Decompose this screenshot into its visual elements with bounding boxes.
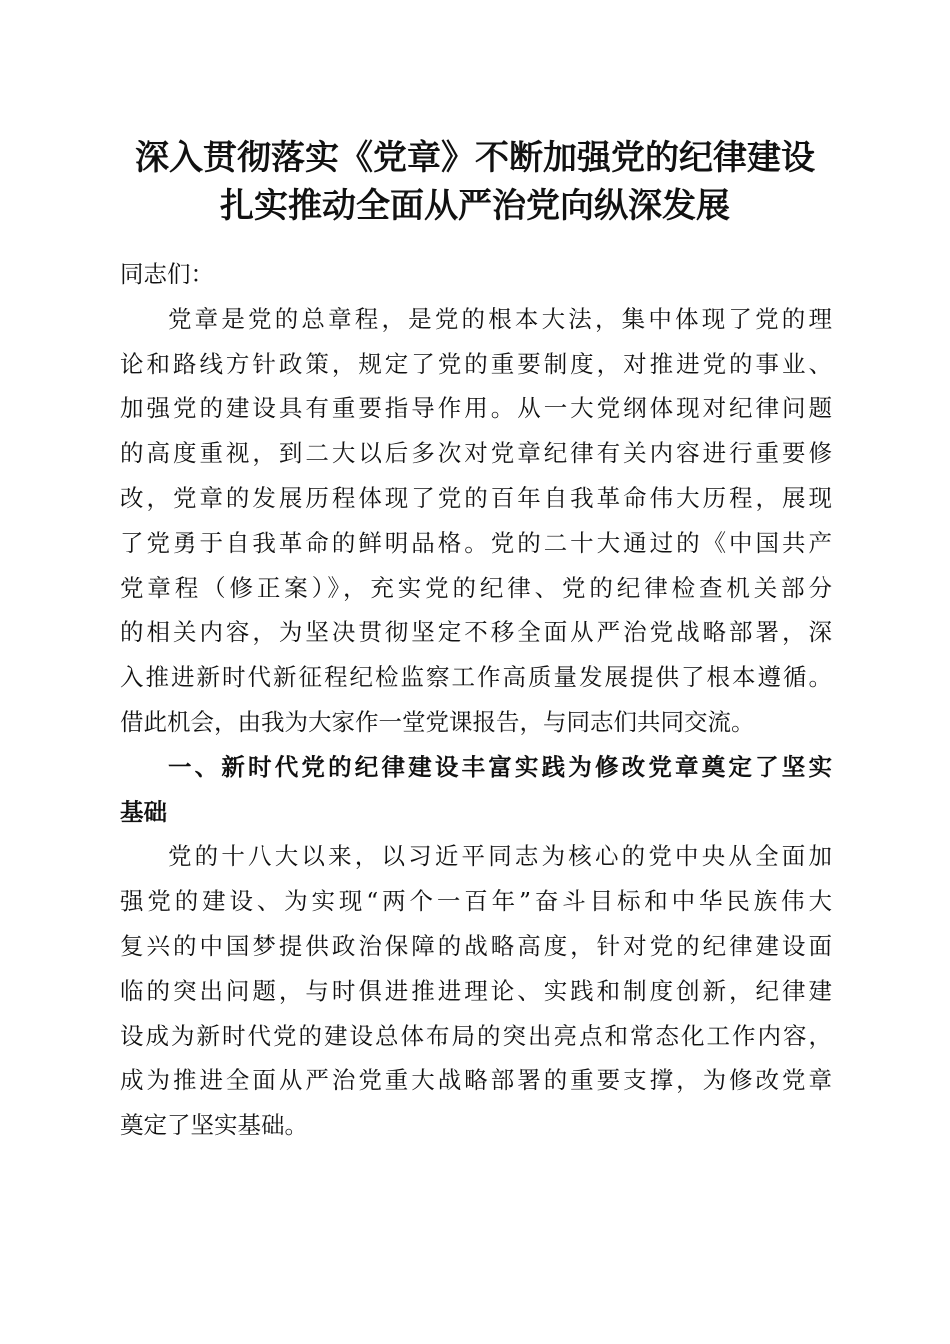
paragraph-2-line: 强党的建设、为实现“两个一百年”奋斗目标和中华民族伟大: [120, 887, 832, 916]
paragraph-1-line: 改，党章的发展历程体现了党的百年自我革命伟大历程，展现: [120, 483, 832, 512]
section-heading-1-line: 一、新时代党的纪律建设丰富实践为修改党章奠定了坚实: [168, 752, 832, 781]
paragraph-2-line: 临的突出问题，与时俱进推进理论、实践和制度创新，纪律建: [120, 976, 832, 1005]
paragraph-1-line: 借此机会，由我为大家作一堂党课报告，与同志们共同交流。: [120, 707, 755, 736]
section-heading-1-line: 基础: [120, 797, 167, 826]
paragraph-1-line: 的高度重视，到二大以后多次对党章纪律有关内容进行重要修: [120, 439, 832, 468]
document-title-line-2: 扎实推动全面从严治党向纵深发展: [220, 186, 730, 226]
paragraph-2-line: 党的十八大以来，以习近平同志为核心的党中央从全面加: [168, 842, 832, 871]
paragraph-1: [120, 297, 832, 745]
paragraph-1-line: 党章是党的总章程，是党的根本大法，集中体现了党的理: [168, 304, 832, 333]
document-body: [120, 252, 832, 1148]
paragraph-1-line: 论和路线方针政策，规定了党的重要制度，对推进党的事业、: [120, 349, 832, 378]
paragraph-1-line: 加强党的建设具有重要指导作用。从一大党纲体现对纪律问题: [120, 394, 832, 423]
paragraph-2-line: 设成为新时代党的建设总体布局的突出亮点和常态化工作内容，: [120, 1021, 832, 1050]
paragraph-1-line: 党章程（修正案）》，充实党的纪律、党的纪律检查机关部分: [120, 573, 832, 602]
paragraph-2-line: 复兴的中国梦提供政治保障的战略高度，针对党的纪律建设面: [120, 931, 832, 960]
paragraph-1-line: 了党勇于自我革命的鲜明品格。党的二十大通过的《中国共产: [120, 528, 832, 557]
section-heading-1: [120, 745, 832, 835]
paragraph-2-line: 奠定了坚实基础。: [120, 1111, 308, 1140]
salutation: 同志们：: [120, 260, 214, 288]
paragraph-1-line: 的相关内容，为坚决贯彻坚定不移全面从严治党战略部署，深: [120, 618, 832, 647]
document-title-line-1: 深入贯彻落实《党章》不断加强党的纪律建设: [135, 138, 815, 178]
paragraph-1-line: 入推进新时代新征程纪检监察工作高质量发展提供了根本遵循。: [120, 663, 832, 692]
paragraph-2: [120, 834, 832, 1148]
paragraph-2-line: 成为推进全面从严治党重大战略部署的重要支撑，为修改党章: [120, 1066, 832, 1095]
